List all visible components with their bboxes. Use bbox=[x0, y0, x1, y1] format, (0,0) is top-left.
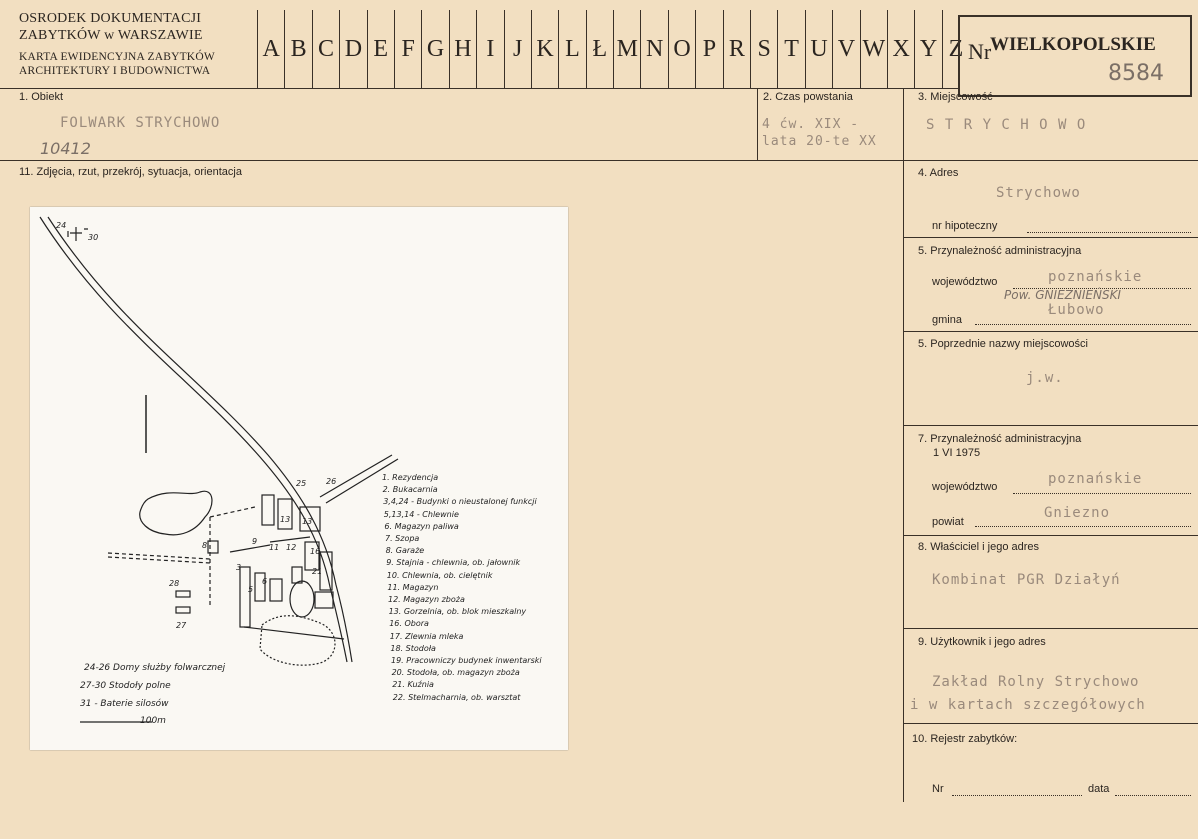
poprzednie-value: j.w. bbox=[1026, 370, 1064, 386]
map-number: 13 bbox=[280, 515, 291, 524]
letter-cell: E bbox=[367, 10, 394, 88]
legend-right-item: 17. Zlewnia mleka bbox=[389, 631, 464, 641]
road-main bbox=[40, 217, 347, 662]
rejestr-data-line bbox=[1115, 794, 1191, 796]
rejestr-label: 10. Rejestr zabytków: bbox=[912, 733, 1018, 745]
letter-cell: F bbox=[394, 10, 421, 88]
letter-cell: G bbox=[421, 10, 448, 88]
powiat-line bbox=[975, 525, 1191, 527]
letter-cell: O bbox=[668, 10, 695, 88]
map-number: 11 bbox=[269, 543, 280, 552]
letter-cell: N bbox=[640, 10, 667, 88]
wlasciciel-label: 8. Właściciel i jego adres bbox=[918, 541, 1040, 553]
letter-cell: P bbox=[695, 10, 722, 88]
rule-v2 bbox=[903, 88, 904, 802]
obiekt-value: FOLWARK STRYCHOWO bbox=[60, 115, 221, 131]
czas-line-1: 4 ćw. XIX - bbox=[762, 117, 860, 132]
czas-line-2: lata 20-te XX bbox=[762, 134, 877, 149]
letter-cell: Z bbox=[942, 10, 969, 88]
nr-label: Nr bbox=[968, 39, 992, 64]
nr-hipoteczny-line bbox=[1027, 231, 1191, 233]
map-number: 3 bbox=[236, 563, 242, 572]
rejestr-nr-line bbox=[952, 794, 1082, 796]
uzytkownik-line-1: Zakład Rolny Strychowo bbox=[932, 674, 1140, 690]
region-box bbox=[958, 15, 1192, 97]
legend-right-item: 8. Garaże bbox=[385, 546, 425, 556]
wojewodztwo-label: województwo bbox=[932, 276, 998, 288]
rule-8 bbox=[903, 628, 1198, 629]
legend-right-item: 1. Rezydencja bbox=[382, 473, 439, 482]
letter-cell: D bbox=[339, 10, 366, 88]
map-number: 21 bbox=[312, 567, 323, 576]
uzytkownik-label: 9. Użytkownik i jego adres bbox=[918, 636, 1046, 648]
letter-cell: C bbox=[312, 10, 339, 88]
adres-label: 4. Adres bbox=[918, 167, 959, 179]
legend-right-item: 12. Magazyn zboża bbox=[388, 595, 465, 604]
legend-left-item: 31 - Baterie silosów bbox=[80, 699, 169, 709]
miejscowosc-value: S T R Y C H O W O bbox=[926, 117, 1087, 133]
rule-4 bbox=[903, 237, 1198, 238]
obiekt-handwritten: 10412 bbox=[40, 139, 91, 158]
legend-right-item: 10. Chlewnia, ob. cielętnik bbox=[386, 570, 493, 580]
map-number: 9 bbox=[252, 537, 258, 546]
legend-right-item: 11. Magazyn bbox=[387, 582, 439, 592]
miejscowosc-label: 3. Miejscowość bbox=[918, 91, 993, 103]
wojewodztwo1975-line bbox=[1013, 492, 1191, 494]
legend-right-item: 2. Bukacarnia bbox=[382, 485, 438, 495]
letter-cell: T bbox=[777, 10, 804, 88]
wlasciciel-value: Kombinat PGR Działyń bbox=[932, 572, 1121, 588]
legend-left-item: 100m bbox=[140, 716, 166, 726]
przynaleznosc1975-date: 1 VI 1975 bbox=[933, 447, 981, 459]
legend-right-item: 7. Szopa bbox=[385, 534, 420, 543]
rule-6 bbox=[903, 425, 1198, 426]
map-number: 12 bbox=[286, 543, 297, 552]
gmina-line bbox=[975, 323, 1191, 325]
map-number: 8 bbox=[202, 541, 208, 550]
zdjecia-label: 11. Zdjęcia, rzut, przekrój, sytuacja, orientacja bbox=[19, 166, 242, 178]
rule-header bbox=[0, 88, 958, 89]
handwritten-card-number: 8584 bbox=[1108, 61, 1164, 86]
map-number: 25 bbox=[296, 479, 307, 488]
legend-left-item: 27-30 Stodoły polne bbox=[80, 681, 171, 691]
powiat-label: powiat bbox=[932, 516, 964, 528]
letter-cell: W bbox=[860, 10, 887, 88]
card-type-line-1: KARTA EWIDENCYJNA ZABYTKÓW bbox=[19, 51, 215, 63]
rule-5 bbox=[903, 331, 1198, 332]
map-number: 16 bbox=[310, 547, 321, 556]
wojewodztwo1975-value: poznańskie bbox=[1048, 471, 1143, 487]
letter-cell: Y bbox=[914, 10, 941, 88]
letter-cell: R bbox=[723, 10, 750, 88]
map-number: 13 bbox=[302, 517, 313, 526]
map-number: 24 bbox=[56, 221, 67, 230]
pond bbox=[140, 491, 212, 535]
site-plan-photo bbox=[30, 207, 568, 750]
map-number: 26 bbox=[326, 477, 337, 486]
wojewodztwo1975-label: województwo bbox=[932, 481, 998, 493]
wojewodztwo-value: poznańskie bbox=[1048, 269, 1143, 285]
obiekt-label: 1. Obiekt bbox=[19, 91, 64, 103]
map-number: 5 bbox=[248, 585, 254, 594]
rule-v1 bbox=[757, 88, 758, 160]
letter-cell: K bbox=[531, 10, 558, 88]
rule-7 bbox=[903, 535, 1198, 536]
rule-9 bbox=[903, 723, 1198, 724]
region-name: WIELKOPOLSKIE bbox=[990, 34, 1156, 55]
map-number: 30 bbox=[88, 233, 99, 242]
institution-line-2: ZABYTKÓW w WARSZAWIE bbox=[19, 28, 203, 43]
letter-cell: B bbox=[284, 10, 311, 88]
letter-cell: H bbox=[449, 10, 476, 88]
przynaleznosc-label: 5. Przynależność administracyjna bbox=[918, 245, 1082, 257]
rule-top-fields bbox=[0, 160, 1198, 161]
letter-index bbox=[257, 10, 969, 88]
gmina-value: Łubowo bbox=[1048, 302, 1105, 318]
map-number: 28 bbox=[169, 579, 180, 588]
institution-line-1: OSRODEK DOKUMENTACJI bbox=[19, 11, 202, 26]
rejestr-data-label: data bbox=[1088, 783, 1110, 795]
legend-right-item: 18. Stodoła bbox=[390, 643, 436, 653]
nr-hipoteczny-label: nr hipoteczny bbox=[932, 220, 998, 232]
rejestr-nr-label: Nr bbox=[932, 783, 944, 795]
legend-right-item: 13. Gorzelnia, ob. blok mieszkalny bbox=[388, 607, 527, 617]
powiat-handwritten: Pow. GNIEZNIEŃSKI bbox=[1004, 288, 1121, 302]
czas-label: 2. Czas powstania bbox=[763, 91, 853, 103]
przynaleznosc1975-label: 7. Przynależność administracyjna bbox=[918, 433, 1082, 445]
letter-cell: M bbox=[613, 10, 640, 88]
letter-cell: X bbox=[887, 10, 914, 88]
letter-cell: L bbox=[558, 10, 585, 88]
letter-cell: I bbox=[476, 10, 503, 88]
gmina-label: gmina bbox=[932, 314, 962, 326]
letter-cell: S bbox=[750, 10, 777, 88]
legend-left-item: 24-26 Domy służby folwarcznej bbox=[84, 663, 226, 673]
letter-cell: Ł bbox=[586, 10, 613, 88]
letter-cell: A bbox=[257, 10, 284, 88]
legend-right-item: 22. Stelmacharnia, ob. warsztat bbox=[392, 692, 521, 702]
institution-block bbox=[19, 10, 215, 78]
legend-right-item: 3,4,24 - Budynki o nieustalonej funkcji bbox=[383, 497, 537, 507]
uzytkownik-line-2: i w kartach szczegółowych bbox=[910, 697, 1146, 713]
legend-right-item: 9. Stajnia - chlewnia, ob. jałownik bbox=[386, 558, 521, 568]
legend-right-item: 6. Magazyn paliwa bbox=[384, 521, 459, 531]
legend-right-item: 20. Stodoła, ob. magazyn zboża bbox=[391, 668, 520, 678]
legend-right-item: 21. Kuźnia bbox=[392, 680, 434, 690]
powiat-value: Gniezno bbox=[1044, 505, 1111, 521]
map-number: 27 bbox=[176, 621, 187, 630]
card-type-line-2: ARCHITEKTURY I BUDOWNICTWA bbox=[19, 65, 211, 77]
map-number: 6 bbox=[262, 577, 268, 586]
letter-cell: U bbox=[805, 10, 832, 88]
adres-value: Strychowo bbox=[996, 185, 1081, 201]
legend-right-item: 5,13,14 - Chlewnie bbox=[383, 509, 459, 519]
letter-cell: V bbox=[832, 10, 859, 88]
poprzednie-label: 5. Poprzednie nazwy miejscowości bbox=[918, 338, 1088, 350]
legend-right-item: 16. Obora bbox=[389, 619, 429, 629]
letter-cell: J bbox=[504, 10, 531, 88]
legend-right-item: 19. Pracowniczy budynek inwentarski bbox=[391, 656, 542, 665]
